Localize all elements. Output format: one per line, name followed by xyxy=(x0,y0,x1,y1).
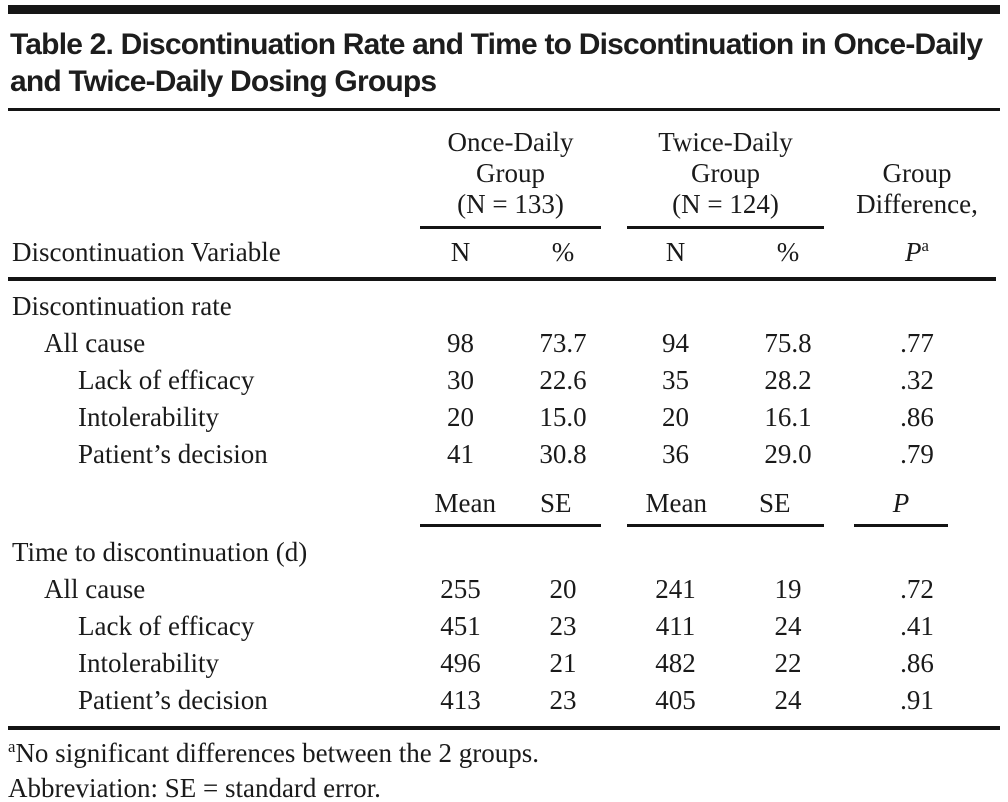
cell-pct-once: 15.0 xyxy=(539,402,587,432)
row-label: Patient’s decision xyxy=(78,685,268,715)
section-header-row xyxy=(8,527,996,571)
twice-daily-group-header-cell xyxy=(613,115,838,229)
cell-n-twice: 35 xyxy=(662,365,689,395)
col-header-n-twice: N xyxy=(613,229,738,279)
mean-se-header-twice xyxy=(627,488,824,527)
se-header: SE xyxy=(539,488,572,518)
row-label: Lack of efficacy xyxy=(78,611,255,641)
cell-mean-once: 496 xyxy=(440,648,481,678)
section-label: Discontinuation rate xyxy=(12,291,232,321)
subheader-row xyxy=(8,473,996,527)
cell-se-once: 20 xyxy=(549,574,577,604)
mean-header: Mean xyxy=(645,488,707,518)
col-header-n-once: N xyxy=(408,229,513,279)
table-row xyxy=(8,362,996,399)
row-label: Lack of efficacy xyxy=(78,365,255,395)
footnote-significance xyxy=(8,736,1000,771)
table-bottom-divider xyxy=(8,726,1000,730)
row-label: All cause xyxy=(44,574,146,604)
group-name: Twice-Daily Group xyxy=(658,127,793,188)
cell-pct-twice: 28.2 xyxy=(764,365,812,395)
cell-pct-twice: 29.0 xyxy=(764,439,812,469)
cell-se-twice: 22 xyxy=(774,648,802,678)
column-header-row xyxy=(8,229,996,279)
once-daily-group-header xyxy=(420,127,601,229)
cell-se-twice: 24 xyxy=(774,611,802,641)
col-header-pct-once: % xyxy=(513,229,613,279)
table-row xyxy=(8,571,996,608)
cell-p-value: .32 xyxy=(900,365,934,395)
table-title: Table 2. Discontinuation Rate and Time to Discontinuation in Once-Daily and Twice-Daily Dosing Groups xyxy=(10,28,983,98)
cell-mean-twice: 241 xyxy=(655,574,696,604)
cell-n-twice: 36 xyxy=(662,439,689,469)
cell-n-once: 41 xyxy=(447,439,474,469)
once-daily-group-header-cell xyxy=(408,115,613,229)
cell-mean-twice: 405 xyxy=(655,685,696,715)
group-name: Once-Daily Group xyxy=(447,127,574,188)
section-header-row xyxy=(8,279,996,325)
cell-n-twice: 20 xyxy=(662,402,689,432)
footnote-text: Abbreviation: SE = standard error. xyxy=(8,773,381,802)
footnote-text: No significant differences between the 2 groups. xyxy=(15,738,540,768)
footnote-marker-a: a xyxy=(921,236,929,255)
se-header: SE xyxy=(759,488,791,518)
group-n-count: (N = 133) xyxy=(457,189,564,219)
row-label: Intolerability xyxy=(78,402,219,432)
twice-daily-group-header xyxy=(627,127,824,229)
mean-se-header-twice-cell xyxy=(613,473,838,527)
footnotes xyxy=(8,736,1000,802)
cell-se-twice: 19 xyxy=(774,574,802,604)
cell-se-once: 23 xyxy=(549,685,577,715)
cell-se-twice: 24 xyxy=(774,685,802,715)
mean-se-header-once-cell xyxy=(408,473,613,527)
section-label: Time to discontinuation (d) xyxy=(12,537,308,567)
cell-se-once: 23 xyxy=(549,611,577,641)
cell-se-once: 21 xyxy=(549,648,577,678)
cell-pct-twice: 75.8 xyxy=(764,328,812,358)
row-label-header: Discontinuation Variable xyxy=(8,229,408,279)
row-label: All cause xyxy=(44,328,146,358)
cell-p-value: .86 xyxy=(900,648,934,678)
table-row xyxy=(8,325,996,362)
data-table xyxy=(8,115,996,719)
cell-n-once: 30 xyxy=(447,365,474,395)
group-difference-header-cell xyxy=(838,115,996,229)
footnote-abbreviation xyxy=(8,771,1000,802)
cell-p-value: .86 xyxy=(900,402,934,432)
cell-p-value: .41 xyxy=(900,611,934,641)
p-symbol: P xyxy=(905,237,922,267)
cell-n-twice: 94 xyxy=(662,328,689,358)
stub-cell xyxy=(8,115,408,229)
cell-pct-once: 73.7 xyxy=(539,328,587,358)
group-difference-header: Group Difference, xyxy=(856,158,978,219)
cell-p-value: .77 xyxy=(900,328,934,358)
cell-pct-once: 22.6 xyxy=(539,365,587,395)
p-subheader-cell xyxy=(838,473,996,527)
row-label: Patient’s decision xyxy=(78,439,268,469)
group-n-count: (N = 124) xyxy=(672,189,779,219)
col-header-p xyxy=(838,229,996,279)
table-row xyxy=(8,682,996,719)
footnote-marker-a: a xyxy=(8,737,16,756)
group-header-row xyxy=(8,115,996,229)
table-row xyxy=(8,399,996,436)
cell-mean-twice: 411 xyxy=(655,611,696,641)
cell-pct-twice: 16.1 xyxy=(764,402,812,432)
cell-n-once: 20 xyxy=(447,402,474,432)
title-divider xyxy=(8,108,1000,111)
mean-se-header-once xyxy=(420,488,601,527)
cell-p-value: .72 xyxy=(900,574,934,604)
cell-mean-once: 255 xyxy=(440,574,481,604)
cell-p-value: .91 xyxy=(900,685,934,715)
cell-mean-once: 413 xyxy=(440,685,481,715)
cell-mean-once: 451 xyxy=(440,611,481,641)
table-row xyxy=(8,608,996,645)
cell-p-value: .79 xyxy=(900,439,934,469)
col-header-pct-twice: % xyxy=(738,229,838,279)
stub-cell xyxy=(8,473,408,527)
table-row xyxy=(8,436,996,473)
top-bar xyxy=(8,5,1000,14)
cell-pct-once: 30.8 xyxy=(539,439,587,469)
cell-n-once: 98 xyxy=(447,328,474,358)
row-label: Intolerability xyxy=(78,648,219,678)
cell-mean-twice: 482 xyxy=(655,648,696,678)
p-subheader: P xyxy=(854,488,948,527)
mean-header: Mean xyxy=(434,488,496,518)
table-row xyxy=(8,645,996,682)
